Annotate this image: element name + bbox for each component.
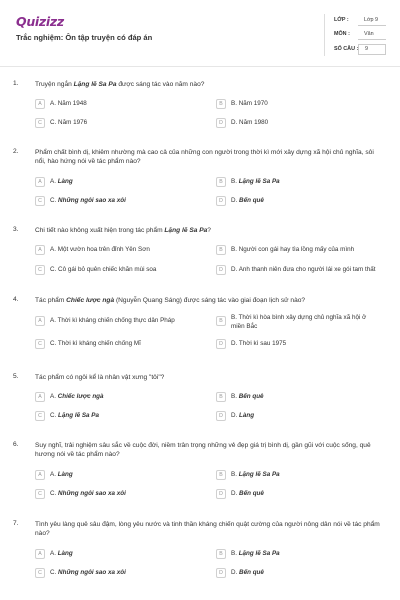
- option-letter-box[interactable]: A: [35, 245, 45, 255]
- worksheet-header: [0, 0, 400, 66]
- option-letter-box[interactable]: B: [216, 392, 226, 402]
- option-letter-box[interactable]: D: [216, 265, 226, 275]
- option-text: C. Lặng lẽ Sa Pa: [50, 412, 99, 419]
- option-text: B. Lặng lẽ Sa Pa: [231, 178, 280, 185]
- option-letter-box[interactable]: D: [216, 568, 226, 578]
- subject-value: Văn: [358, 30, 386, 40]
- option-b[interactable]: [216, 99, 386, 111]
- option-text: C. Thời kì kháng chiến chống Mĩ: [50, 340, 141, 347]
- option-text: A. Một vườn hoa trên đỉnh Yên Sơn: [50, 246, 150, 253]
- option-letter-box[interactable]: C: [35, 118, 45, 128]
- option-letter-box[interactable]: A: [35, 549, 45, 559]
- question-number: 6.: [13, 441, 19, 448]
- question-number: 3.: [13, 226, 19, 233]
- option-d[interactable]: [216, 118, 386, 130]
- option-text: A. Thời kì kháng chiến chống thực dân Pháp: [50, 317, 175, 324]
- option-letter-box[interactable]: D: [216, 411, 226, 421]
- grade-value: Lớp 9: [358, 16, 386, 26]
- option-a[interactable]: [35, 392, 200, 404]
- question-count-value: 9: [358, 44, 386, 55]
- option-d[interactable]: [216, 265, 386, 277]
- option-letter-box[interactable]: D: [216, 118, 226, 128]
- question-text: Suy nghĩ, trải nghiệm sâu sắc về cuộc đời, niềm trân trọng những vẻ đẹp giá trị bình dị, gần gũi với cuộc sống, quê hương nói về tác phẩm nào?: [35, 442, 371, 458]
- option-text: C. Những ngôi sao xa xôi: [50, 569, 126, 576]
- option-a[interactable]: [35, 470, 200, 482]
- option-text: D. Thời kì sau 1975: [231, 340, 287, 347]
- option-letter-box[interactable]: D: [216, 339, 226, 349]
- option-b[interactable]: [216, 392, 386, 404]
- option-text: B. Bến quê: [231, 393, 264, 400]
- option-text: B. Lặng lẽ Sa Pa: [231, 550, 280, 557]
- option-letter-box[interactable]: A: [35, 99, 45, 109]
- option-text: D. Anh thanh niên đưa cho người lái xe gói tam thất: [231, 266, 376, 273]
- option-b[interactable]: [216, 245, 386, 257]
- question-number: 5.: [13, 373, 19, 380]
- option-letter-box[interactable]: B: [216, 470, 226, 480]
- quizizz-logo: Quizizz: [16, 14, 64, 29]
- option-text: C. Những ngôi sao xa xôi: [50, 490, 126, 497]
- question-text: Phẩm chất bình dị, khiêm nhường mà cao cả của những con người trong thời kì mới xây dựng xã hội chủ nghĩa, sôi nổi, hào hứng nói về tác phẩm nào?: [35, 149, 374, 165]
- option-c[interactable]: [35, 196, 200, 208]
- option-letter-box[interactable]: D: [216, 196, 226, 206]
- question-text: Tình yêu làng quê sâu đậm, lòng yêu nước và tinh thần kháng chiến quật cường của người nông dân nói về tác phẩm nào?: [35, 521, 380, 537]
- subject-field: [334, 30, 390, 42]
- option-a[interactable]: [35, 99, 200, 111]
- question-text: Truyện ngắn Lặng lẽ Sa Pa được sáng tác vào năm nào?: [35, 81, 205, 88]
- option-c[interactable]: [35, 265, 200, 277]
- option-letter-box[interactable]: C: [35, 339, 45, 349]
- worksheet-title: Trắc nghiệm: Ôn tập truyện có đáp án: [16, 33, 153, 42]
- option-text: C. Những ngôi sao xa xôi: [50, 197, 126, 204]
- question-text: Chi tiết nào không xuất hiện trong tác phẩm Lặng lẽ Sa Pa?: [35, 227, 211, 234]
- option-c[interactable]: [35, 489, 200, 501]
- option-text: B. Người con gái hay tìa lồng mấy của mình: [231, 246, 355, 253]
- question-text: Tác phẩm có ngôi kể là nhân vật xưng "tôi"?: [35, 374, 165, 381]
- option-text: D. Năm 1980: [231, 119, 269, 126]
- option-text: A. Năm 1948: [50, 100, 87, 107]
- option-text: C. Cô gái bỏ quên chiếc khăn mùi soa: [50, 266, 157, 273]
- option-d[interactable]: [216, 489, 386, 501]
- option-b[interactable]: [216, 549, 386, 561]
- grade-label: LỚP :: [334, 17, 349, 23]
- option-letter-box[interactable]: C: [35, 568, 45, 578]
- option-a[interactable]: [35, 177, 200, 189]
- option-c[interactable]: [35, 339, 200, 351]
- option-text: C. Năm 1976: [50, 119, 88, 126]
- option-text: D. Làng: [231, 412, 255, 419]
- option-letter-box[interactable]: A: [35, 470, 45, 480]
- header-rule: [0, 66, 400, 67]
- question-number: 1.: [13, 80, 19, 87]
- option-letter-box[interactable]: C: [35, 489, 45, 499]
- option-text: A. Làng: [50, 471, 73, 478]
- header-divider: [324, 14, 325, 56]
- option-d[interactable]: [216, 339, 386, 351]
- question-count-label: SỐ CÂU :: [334, 46, 359, 52]
- option-text: B. Thời kì hòa bình xây dựng chủ nghĩa xã hội ở miền Bắc: [231, 314, 367, 330]
- option-letter-box[interactable]: B: [216, 99, 226, 109]
- option-a[interactable]: [35, 549, 200, 561]
- question-number: 7.: [13, 520, 19, 527]
- option-text: A. Chiếc lược ngà: [50, 393, 104, 400]
- option-text: D. Bến quê: [231, 490, 264, 497]
- option-c[interactable]: [35, 411, 200, 423]
- option-a[interactable]: [35, 245, 200, 257]
- option-b[interactable]: [216, 470, 386, 482]
- option-text: A. Làng: [50, 178, 73, 185]
- option-text: B. Năm 1970: [231, 100, 268, 107]
- option-letter-box[interactable]: C: [35, 265, 45, 275]
- question-text: Tác phẩm Chiếc lược ngà (Nguyễn Quang Sáng) được sáng tác vào giai đoạn lịch sử nào?: [35, 297, 306, 304]
- option-d[interactable]: [216, 568, 386, 580]
- question-number: 4.: [13, 296, 19, 303]
- option-letter-box[interactable]: B: [216, 177, 226, 187]
- option-text: A. Làng: [50, 550, 73, 557]
- option-text: B. Lặng lẽ Sa Pa: [231, 471, 280, 478]
- option-letter-box[interactable]: B: [216, 245, 226, 255]
- option-letter-box[interactable]: C: [35, 411, 45, 421]
- option-b[interactable]: [216, 177, 386, 189]
- question-number: 2.: [13, 148, 19, 155]
- option-b[interactable]: [216, 316, 386, 328]
- option-letter-box[interactable]: C: [35, 196, 45, 206]
- option-text: D. Bến quê: [231, 569, 264, 576]
- option-letter-box[interactable]: B: [216, 549, 226, 559]
- option-d[interactable]: [216, 411, 386, 423]
- option-letter-box[interactable]: D: [216, 489, 226, 499]
- option-c[interactable]: [35, 568, 200, 580]
- question-count-field: [334, 45, 390, 57]
- grade-field: [334, 16, 390, 28]
- subject-label: MÔN :: [334, 31, 350, 37]
- option-letter-box[interactable]: A: [35, 177, 45, 187]
- option-letter-box[interactable]: A: [35, 316, 45, 326]
- option-c[interactable]: [35, 118, 200, 130]
- option-text: D. Bến quê: [231, 197, 264, 204]
- option-a[interactable]: [35, 316, 200, 328]
- option-letter-box[interactable]: A: [35, 392, 45, 402]
- option-d[interactable]: [216, 196, 386, 208]
- option-letter-box[interactable]: B: [216, 316, 226, 326]
